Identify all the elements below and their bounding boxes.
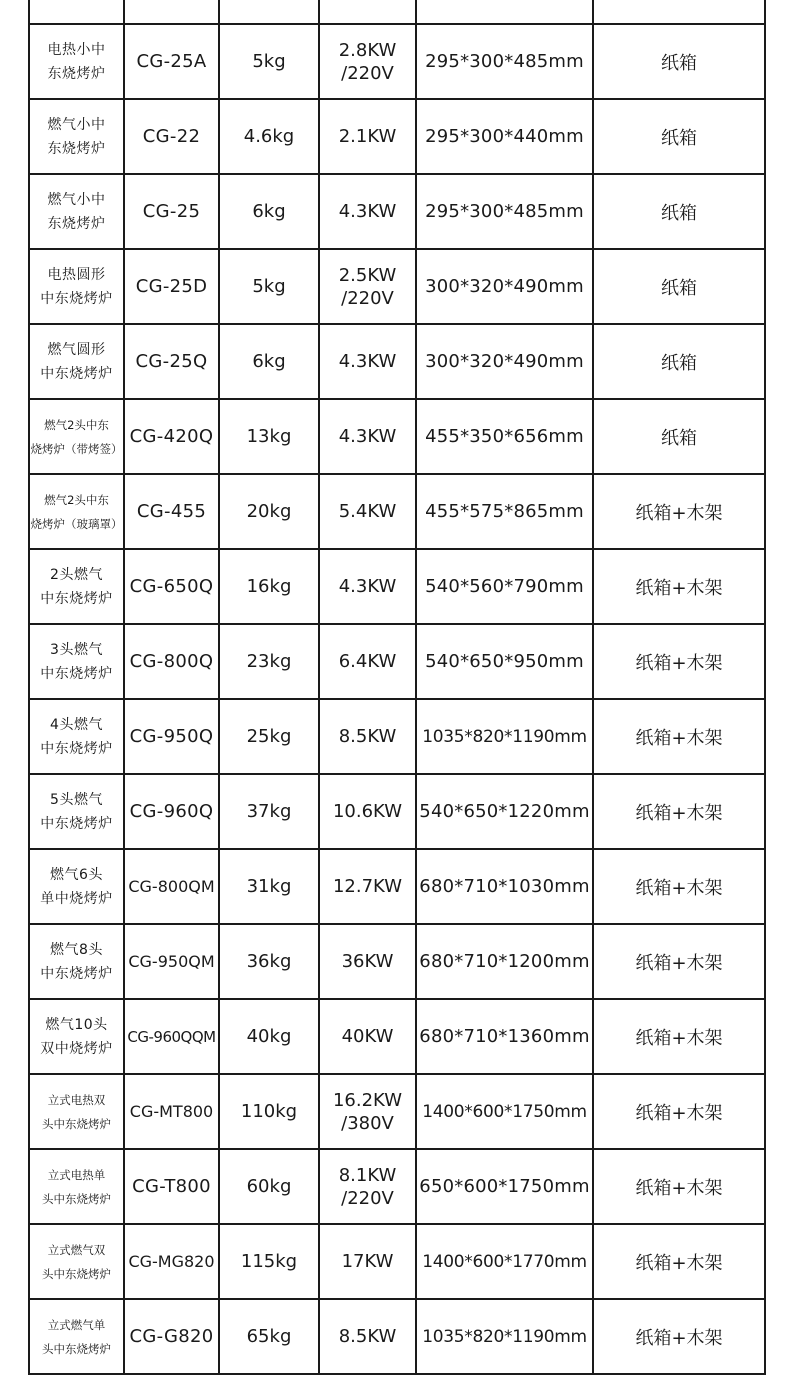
power-cell (319, 474, 416, 549)
packaging-cell: 纸箱+木架 (593, 924, 765, 999)
product-name-line: 电热圆形 (47, 266, 106, 283)
product-spec-table (28, 0, 766, 1375)
weight-cell: 16kg (219, 549, 319, 624)
product-name-cell (29, 399, 124, 474)
product-name-cell (29, 174, 124, 249)
table-row (29, 774, 765, 849)
packaging-cell: 纸箱+木架 (593, 1074, 765, 1149)
model-cell: CG-MT800 (124, 1074, 219, 1149)
dimensions-cell: 680*710*1200mm (416, 924, 593, 999)
weight-cell: 6kg (219, 324, 319, 399)
dimensions-cell: 540*560*790mm (416, 549, 593, 624)
dimensions-cell: 295*300*440mm (416, 99, 593, 174)
power-line: 16.2KW (332, 1089, 403, 1111)
product-name-cell (29, 249, 124, 324)
product-name-line: 中东烧烤炉 (40, 590, 113, 607)
product-name-cell (29, 1224, 124, 1299)
product-name-line: 东烧烤炉 (47, 215, 106, 232)
product-name-line: 燃气10头 (45, 1016, 108, 1033)
table-row (29, 399, 765, 474)
product-name-line: 5头燃气 (50, 791, 103, 808)
weight-cell: 23kg (219, 624, 319, 699)
power-cell (319, 1224, 416, 1299)
model-cell: CG-650Q (124, 549, 219, 624)
packaging-cell: 纸箱+木架 (593, 849, 765, 924)
power-line: 8.5KW (338, 726, 397, 747)
power-line: 2.1KW (338, 126, 397, 147)
product-name-line: 立式电热单 (47, 1167, 106, 1182)
dimensions-cell: 300*320*490mm (416, 324, 593, 399)
product-name-cell (29, 474, 124, 549)
product-name-line: 头中东烧烤炉 (42, 1191, 111, 1206)
weight-cell: 36kg (219, 924, 319, 999)
model-cell: CG-950Q (124, 699, 219, 774)
weight-cell: 25kg (219, 699, 319, 774)
packaging-cell: 纸箱+木架 (593, 774, 765, 849)
weight-cell: 4.6kg (219, 99, 319, 174)
product-name-line: 3头燃气 (50, 641, 103, 658)
product-name-cell (29, 699, 124, 774)
power-cell (319, 849, 416, 924)
power-line: /380V (341, 1112, 394, 1134)
model-cell: CG-25Q (124, 324, 219, 399)
product-name-line: 烧烤炉（带烤签） (30, 441, 123, 456)
product-name-line: 头中东烧烤炉 (42, 1116, 111, 1131)
weight-cell: 6kg (219, 174, 319, 249)
product-name-line: 燃气小中 (47, 116, 106, 133)
power-cell (319, 324, 416, 399)
weight-cell: 110kg (219, 1074, 319, 1149)
product-name-line: 中东烧烤炉 (40, 740, 113, 757)
dimensions-cell: 680*710*1030mm (416, 849, 593, 924)
product-name-cell (29, 24, 124, 99)
product-name-line: 中东烧烤炉 (40, 965, 113, 982)
product-name-cell (29, 924, 124, 999)
product-name-line: 燃气2头中东 (44, 417, 109, 432)
power-line: /220V (341, 287, 394, 309)
table-row (29, 174, 765, 249)
model-cell: CG-455 (124, 474, 219, 549)
product-name-cell (29, 849, 124, 924)
packaging-cell: 纸箱+木架 (593, 699, 765, 774)
power-cell (319, 549, 416, 624)
dimensions-cell: 295*300*485mm (416, 174, 593, 249)
model-cell: CG-950QM (124, 924, 219, 999)
dimensions-cell: 1400*600*1750mm (416, 1074, 593, 1149)
packaging-cell: 纸箱+木架 (593, 1224, 765, 1299)
product-name-line: 双中烧烤炉 (40, 1040, 113, 1057)
weight-cell: 115kg (219, 1224, 319, 1299)
weight-cell: 65kg (219, 1299, 319, 1374)
product-name-line: 燃气8头 (50, 941, 103, 958)
product-name-line: 4头燃气 (50, 716, 103, 733)
table-row (29, 474, 765, 549)
packaging-cell: 纸箱+木架 (593, 549, 765, 624)
power-cell (319, 0, 416, 24)
product-name-line: 中东烧烤炉 (40, 815, 113, 832)
packaging-cell: 纸箱+木架 (593, 474, 765, 549)
weight-cell: 5kg (219, 24, 319, 99)
power-cell (319, 1074, 416, 1149)
weight-cell: 5kg (219, 249, 319, 324)
product-name-line: 立式电热双 (47, 1092, 106, 1107)
power-line: 17KW (341, 1251, 394, 1272)
packaging-cell: 纸箱+木架 (593, 624, 765, 699)
power-line: 40KW (341, 1026, 394, 1047)
dimensions-cell: 1035*820*1190mm (416, 1299, 593, 1374)
power-line: 10.6KW (332, 801, 403, 822)
power-cell (319, 24, 416, 99)
power-cell (319, 99, 416, 174)
dimensions-cell: 455*350*656mm (416, 399, 593, 474)
dimensions-cell: 1400*600*1770mm (416, 1224, 593, 1299)
dimensions-cell: 650*600*1750mm (416, 1149, 593, 1224)
product-name-cell (29, 549, 124, 624)
dimensions-cell: 540*650*950mm (416, 624, 593, 699)
spec-sheet (28, 0, 764, 1375)
packaging-cell: 纸箱 (593, 324, 765, 399)
table-row (29, 849, 765, 924)
product-name-line: 立式燃气双 (47, 1242, 106, 1257)
model-cell: CG-25A (124, 24, 219, 99)
weight-cell: 31kg (219, 849, 319, 924)
table-row (29, 99, 765, 174)
table-row (29, 1149, 765, 1224)
model-cell: CG-960Q (124, 774, 219, 849)
packaging-cell: 纸箱 (593, 399, 765, 474)
product-name-line: 头中东烧烤炉 (42, 1266, 111, 1281)
weight-cell: 13kg (219, 399, 319, 474)
dimensions-cell: 540*650*1220mm (416, 774, 593, 849)
power-line: 12.7KW (332, 876, 403, 897)
power-line: 2.8KW (338, 39, 397, 61)
weight-cell: 20kg (219, 474, 319, 549)
power-cell (319, 1149, 416, 1224)
weight-cell: 37kg (219, 774, 319, 849)
power-line: 4.3KW (338, 351, 397, 372)
power-cell (319, 699, 416, 774)
table-row (29, 924, 765, 999)
product-name-line: 燃气2头中东 (44, 492, 109, 507)
product-name-line: 电热小中 (47, 41, 106, 58)
table-row (29, 1074, 765, 1149)
power-line: 6.4KW (338, 651, 397, 672)
product-name-cell (29, 324, 124, 399)
packaging-cell: 纸箱 (593, 24, 765, 99)
model-cell: CG-MG820 (124, 1224, 219, 1299)
model-cell: CG-T800 (124, 1149, 219, 1224)
dimensions-cell: 455*575*865mm (416, 474, 593, 549)
weight-cell: 40kg (219, 999, 319, 1074)
product-name-cell (29, 624, 124, 699)
product-name-cell (29, 99, 124, 174)
product-name-line: 东烧烤炉 (47, 140, 106, 157)
dimensions-cell: 295*300*485mm (416, 24, 593, 99)
product-name-line: 2头燃气 (50, 566, 103, 583)
product-name-line: 头中东烧烤炉 (42, 1341, 111, 1356)
product-name-cell (29, 999, 124, 1074)
packaging-cell: 纸箱+木架 (593, 1149, 765, 1224)
power-line: 4.3KW (338, 201, 397, 222)
product-name-line: 立式燃气单 (47, 1317, 106, 1332)
product-name-line: 燃气圆形 (47, 341, 106, 358)
dimensions-cell: 1035*820*1190mm (416, 699, 593, 774)
power-line: /220V (341, 1187, 394, 1209)
model-cell: CG-25 (124, 174, 219, 249)
packaging-cell: 纸箱 (593, 99, 765, 174)
table-row (29, 24, 765, 99)
table-row (29, 1299, 765, 1374)
power-line: 2.5KW (338, 264, 397, 286)
model-cell: CG-22 (124, 99, 219, 174)
power-line: 8.5KW (338, 1326, 397, 1347)
dimensions-cell: 680*710*1360mm (416, 999, 593, 1074)
weight-cell: 60kg (219, 1149, 319, 1224)
model-cell: CG-G820 (124, 1299, 219, 1374)
power-line: 36KW (341, 951, 394, 972)
packaging-cell: 纸箱 (593, 174, 765, 249)
table-row (29, 0, 765, 24)
product-name-cell (29, 0, 124, 24)
model-cell: CG-960QQM (124, 999, 219, 1074)
product-name-line: 东烧烤炉 (47, 65, 106, 82)
model-cell: CG-800QM (124, 849, 219, 924)
model-cell: CG-25D (124, 249, 219, 324)
dimensions-cell: 300*320*490mm (416, 249, 593, 324)
product-name-line: 燃气小中 (47, 191, 106, 208)
power-line: 4.3KW (338, 426, 397, 447)
spec-table-body (29, 0, 765, 1374)
packaging-cell: 纸箱+木架 (593, 999, 765, 1074)
power-cell (319, 999, 416, 1074)
product-name-cell (29, 1074, 124, 1149)
product-name-cell (29, 774, 124, 849)
dimensions-cell (416, 0, 593, 24)
table-row (29, 699, 765, 774)
power-cell (319, 174, 416, 249)
power-cell (319, 924, 416, 999)
power-cell (319, 1299, 416, 1374)
product-name-cell (29, 1299, 124, 1374)
power-cell (319, 399, 416, 474)
table-row (29, 999, 765, 1074)
power-line: 8.1KW (338, 1164, 397, 1186)
product-name-line: 中东烧烤炉 (40, 290, 113, 307)
weight-cell (219, 0, 319, 24)
product-name-line: 中东烧烤炉 (40, 665, 113, 682)
table-row (29, 324, 765, 399)
power-cell (319, 249, 416, 324)
product-name-line: 中东烧烤炉 (40, 365, 113, 382)
table-row (29, 549, 765, 624)
power-cell (319, 774, 416, 849)
table-row (29, 249, 765, 324)
power-line: /220V (341, 62, 394, 84)
product-name-line: 单中烧烤炉 (40, 890, 113, 907)
power-line: 5.4KW (338, 501, 397, 522)
packaging-cell (593, 0, 765, 24)
power-cell (319, 624, 416, 699)
model-cell: CG-420Q (124, 399, 219, 474)
product-name-line: 燃气6头 (50, 866, 103, 883)
model-cell: CG-800Q (124, 624, 219, 699)
packaging-cell: 纸箱+木架 (593, 1299, 765, 1374)
power-line: 4.3KW (338, 576, 397, 597)
packaging-cell: 纸箱 (593, 249, 765, 324)
table-row (29, 1224, 765, 1299)
product-name-line: 烧烤炉（玻璃罩） (30, 516, 123, 531)
product-name-cell (29, 1149, 124, 1224)
table-row (29, 624, 765, 699)
model-cell (124, 0, 219, 24)
